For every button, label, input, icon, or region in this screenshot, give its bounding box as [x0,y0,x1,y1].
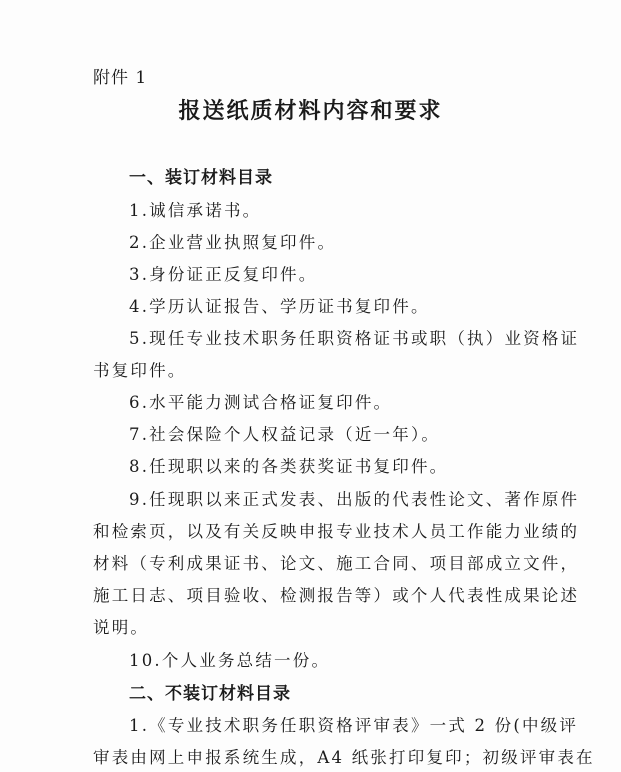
section-heading-unbound: 二、不装订材料目录 [129,684,291,704]
annex-label: 附件 1 [93,68,148,88]
list-item: 8.任现职以来的各类获奖证书复印件。 [129,457,449,476]
list-item: 4.学历认证报告、学历证书复印件。 [129,297,430,316]
list-item: 7.社会保险个人权益记录（近一年）。 [129,425,441,444]
list-item: 1.《专业技术职务任职资格评审表》一式 2 份(中级评 [129,716,579,735]
list-item: 1.诚信承诺书。 [129,201,262,220]
list-item: 10.个人业务总结一份。 [129,651,331,670]
list-item: 5.现任专业技术职务任职资格证书或职（执）业资格证 [129,329,580,348]
list-item: 6.水平能力测试合格证复印件。 [129,393,393,412]
list-item: 9.任现职以来正式发表、出版的代表性论文、著作原件 [129,490,580,509]
list-item-continuation: 书复印件。 [93,361,187,380]
list-item-continuation: 和检索页，以及有关反映申报专业技术人员工作能力业绩的 [93,522,580,541]
list-item-continuation: 审表由网上申报系统生成，A4 纸张打印复印；初级评审表在 [93,748,595,767]
list-item: 2.企业营业执照复印件。 [129,233,337,252]
list-item: 3.身份证正反复印件。 [129,265,318,284]
list-item-continuation: 材料（专利成果证书、论文、施工合同、项目部成立文件， [93,554,580,573]
list-item-continuation: 施工日志、项目验收、检测报告等）或个人代表性成果论述 [93,586,580,605]
section-heading-bound: 一、装订材料目录 [129,168,273,188]
list-item-continuation: 说明。 [93,618,150,637]
document-title: 报送纸质材料内容和要求 [178,98,443,124]
